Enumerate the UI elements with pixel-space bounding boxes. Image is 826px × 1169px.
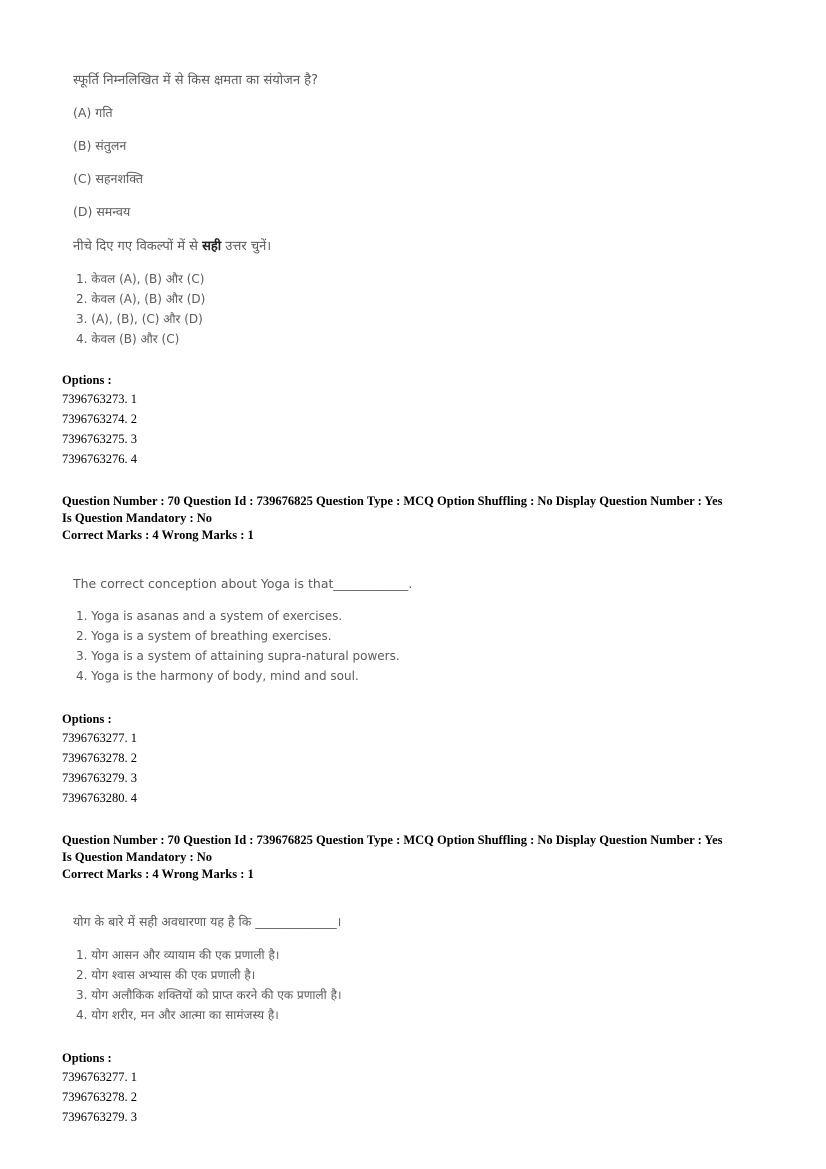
options-label: Options : — [62, 712, 112, 726]
choice-1: 1. Yoga is asanas and a system of exercises. — [76, 609, 343, 623]
option-row: 7396763278. 2 — [62, 1090, 137, 1104]
choice-4: 4. Yoga is the harmony of body, mind and soul. — [76, 669, 359, 683]
header-line-1: Question Number : 70 Question Id : 739676825 Question Type : MCQ Option Shuffling : No Display Question Number : Yes — [62, 833, 723, 847]
choice-2: 2. केवल (A), (B) और (D) — [76, 292, 206, 306]
header-line-3: Correct Marks : 4 Wrong Marks : 1 — [62, 528, 254, 542]
option-row: 7396763274. 2 — [62, 412, 137, 426]
option-row: 7396763280. 4 — [62, 791, 137, 805]
instruction — [73, 236, 271, 254]
option-row: 7396763276. 4 — [62, 452, 137, 466]
option-row: 7396763278. 2 — [62, 751, 137, 765]
header-line-2: Is Question Mandatory : No — [62, 511, 213, 525]
option-row: 7396763277. 1 — [62, 1070, 137, 1084]
question-stem: स्फूर्ति निम्नलिखित में से किस क्षमता का संयोजन है? — [73, 73, 318, 88]
header-line-3: Correct Marks : 4 Wrong Marks : 1 — [62, 867, 254, 881]
question-stem: The correct conception about Yoga is that____________. — [73, 576, 413, 591]
choice-2: 2. Yoga is a system of breathing exercises. — [76, 629, 332, 643]
instruction-bold: सही — [202, 239, 222, 254]
option-row: 7396763277. 1 — [62, 731, 137, 745]
choice-3: 3. Yoga is a system of attaining supra-natural powers. — [76, 649, 400, 663]
options-label: Options : — [62, 1051, 112, 1065]
item-c: (C) सहनशक्ति — [73, 171, 144, 186]
option-row: 7396763275. 3 — [62, 432, 137, 446]
instruction-post: उत्तर चुनें। — [221, 239, 272, 254]
choice-4: 4. केवल (B) और (C) — [76, 332, 180, 346]
item-b: (B) संतुलन — [73, 138, 127, 153]
options-label: Options : — [62, 373, 112, 387]
choice-3: 3. (A), (B), (C) और (D) — [76, 312, 203, 326]
choice-2: 2. योग श्वास अभ्यास की एक प्रणाली है। — [76, 968, 256, 982]
choice-1: 1. केवल (A), (B) और (C) — [76, 272, 205, 286]
choice-1: 1. योग आसन और व्यायाम की एक प्रणाली है। — [76, 948, 280, 962]
option-row: 7396763279. 3 — [62, 1110, 137, 1124]
question-stem: योग के बारे में सही अवधारणा यह है कि _____________। — [73, 914, 342, 929]
option-row: 7396763279. 3 — [62, 771, 137, 785]
item-d: (D) समन्वय — [73, 204, 131, 219]
header-line-2: Is Question Mandatory : No — [62, 850, 213, 864]
header-line-1: Question Number : 70 Question Id : 739676825 Question Type : MCQ Option Shuffling : No Display Question Number : Yes — [62, 494, 723, 508]
instruction-pre: नीचे दिए गए विकल्पों में से — [73, 239, 203, 254]
choice-3: 3. योग अलौकिक शक्तियों को प्राप्त करने की एक प्रणाली है। — [76, 988, 342, 1002]
choice-4: 4. योग शरीर, मन और आत्मा का सामंजस्य है। — [76, 1008, 279, 1022]
item-a: (A) गति — [73, 105, 113, 120]
option-row: 7396763273. 1 — [62, 392, 137, 406]
